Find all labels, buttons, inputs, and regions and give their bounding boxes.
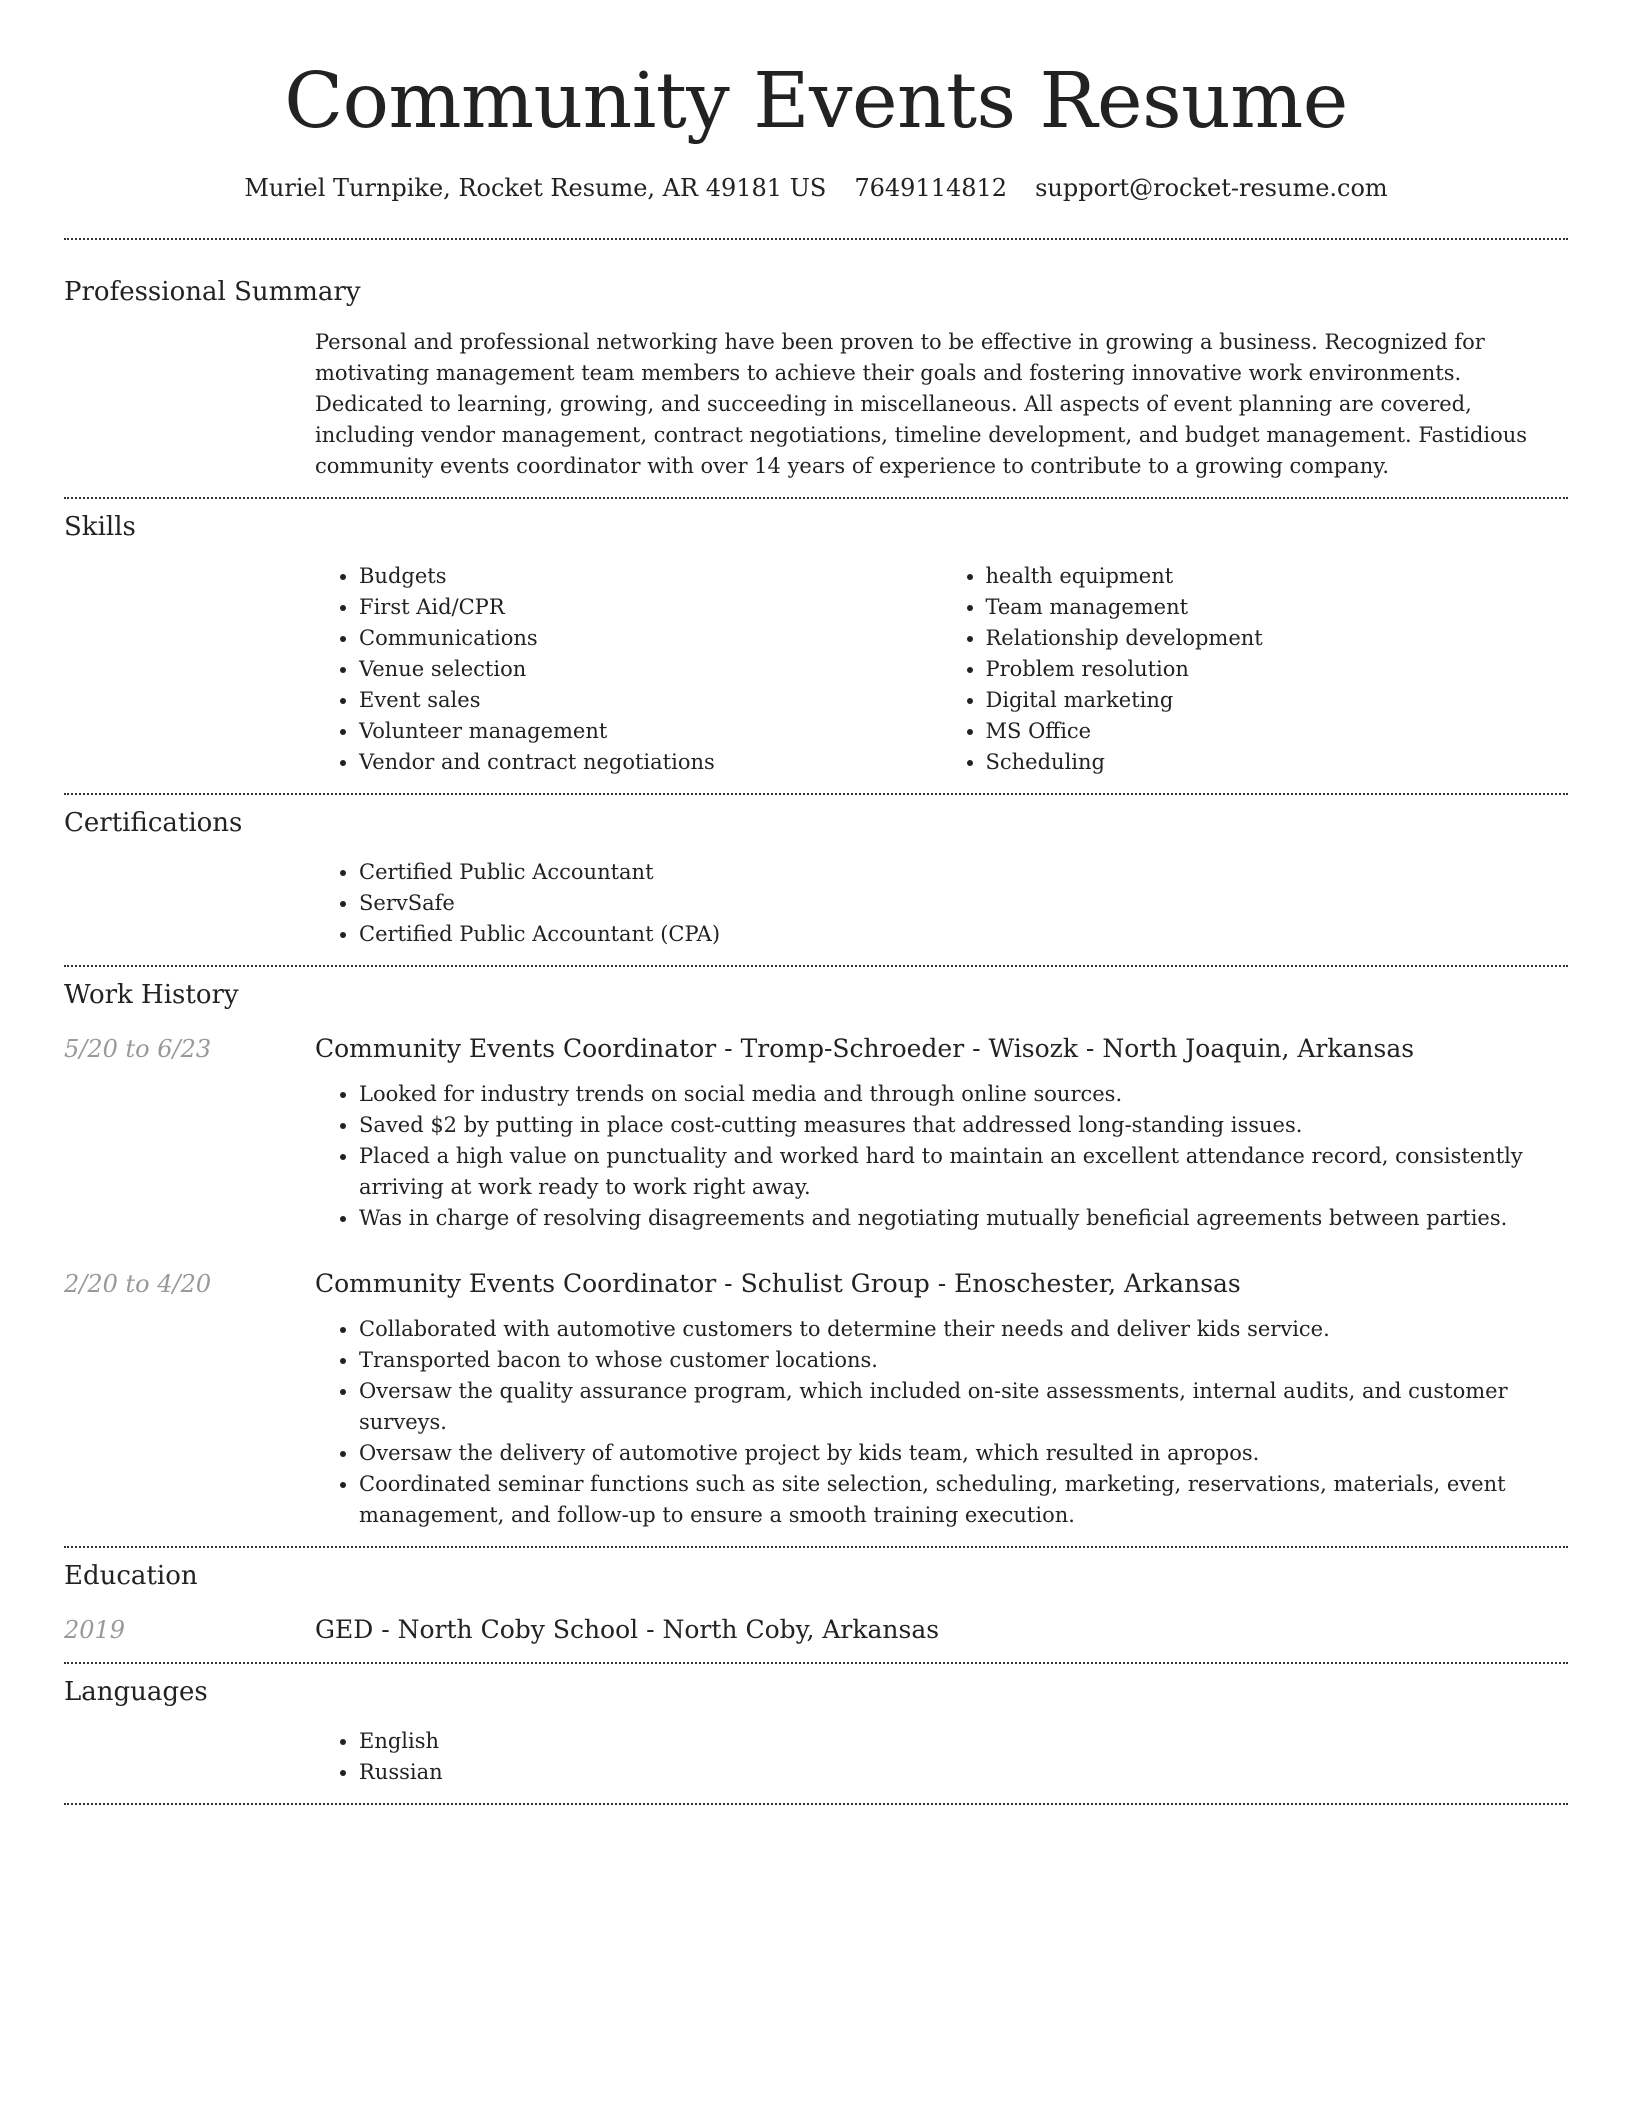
list-item: • Oversaw the delivery of automotive project by kids team, which resulted in apropos.	[359, 1438, 1548, 1469]
languages-heading: Languages	[64, 1677, 208, 1707]
list-item: • Event sales	[359, 685, 942, 716]
job-bullets	[315, 1079, 1548, 1234]
contact-address: Muriel Turnpike, Rocket Resume, AR 49181 US	[244, 174, 827, 202]
certifications-list	[315, 857, 1568, 950]
list-item: • Volunteer management	[359, 716, 942, 747]
contact-phone: 7649114812	[854, 174, 1008, 202]
list-item: • Oversaw the quality assurance program, which included on-site assessments, internal audits, and customer surveys.	[359, 1376, 1548, 1438]
skills-heading: Skills	[64, 512, 136, 542]
education-entry: GED - North Coby School - North Coby, Arkansas	[315, 1615, 940, 1644]
list-item: • English	[359, 1726, 1568, 1757]
job-entry	[64, 1033, 1568, 1234]
list-item: • Vendor and contract negotiations	[359, 747, 942, 778]
list-item: • Team management	[986, 592, 1569, 623]
summary-heading: Professional Summary	[64, 277, 361, 307]
list-item: • Was in charge of resolving disagreements and negotiating mutually beneficial agreements between parties.	[359, 1203, 1548, 1234]
education-year: 2019	[64, 1616, 126, 1644]
list-item: • Venue selection	[359, 654, 942, 685]
skills-list-left	[315, 561, 942, 778]
job-title: Community Events Coordinator - Tromp-Schroeder - Wisozk - North Joaquin, Arkansas	[315, 1034, 1415, 1063]
list-item: • health equipment	[986, 561, 1569, 592]
list-item: • ServSafe	[359, 888, 1568, 919]
languages-list	[315, 1726, 1568, 1788]
skills-list-right	[942, 561, 1569, 778]
list-item: • Relationship development	[986, 623, 1569, 654]
job-entry	[64, 1268, 1568, 1546]
job-dates: 5/20 to 6/23	[64, 1035, 212, 1063]
contact-email[interactable]: support@rocket-resume.com	[1035, 174, 1388, 202]
list-item: • Looked for industry trends on social media and through online sources.	[359, 1079, 1548, 1110]
list-item: • Certified Public Accountant (CPA)	[359, 919, 1568, 950]
languages-section	[64, 1664, 1568, 1803]
summary-text: Personal and professional networking have been proven to be effective in growing a business. Recognized for motivating management team members to achieve their goals and fostering innovative work environments. Dedicated to learning, growing, and succeeding in miscellaneous. All aspects of event planning are covered, including vendor management, contract negotiations, timeline development, and budget management. Fastidious community events coordinator with over 14 years of experience to contribute to a growing company.	[315, 330, 1528, 478]
list-item: • Coordinated seminar functions such as site selection, scheduling, marketing, reservations, materials, event management, and follow-up to ensure a smooth training execution.	[359, 1469, 1548, 1531]
list-item: • MS Office	[986, 716, 1569, 747]
list-item: • Russian	[359, 1757, 1568, 1788]
certifications-heading: Certifications	[64, 808, 243, 838]
job-bullets	[315, 1314, 1548, 1531]
job-title: Community Events Coordinator - Schulist Group - Enoschester, Arkansas	[315, 1269, 1241, 1298]
contact-line	[64, 172, 1568, 204]
page-title: Community Events Resume	[284, 57, 1348, 146]
certifications-section	[64, 795, 1568, 965]
job-dates: 2/20 to 4/20	[64, 1270, 212, 1298]
list-item: • Placed a high value on punctuality and worked hard to maintain an excellent attendance record, consistently arriving at work ready to work right away.	[359, 1141, 1548, 1203]
list-item: • Budgets	[359, 561, 942, 592]
list-item: • Problem resolution	[986, 654, 1569, 685]
education-heading: Education	[64, 1561, 198, 1591]
summary-section	[64, 240, 1568, 497]
skills-section	[64, 499, 1568, 793]
list-item: • Certified Public Accountant	[359, 857, 1568, 888]
list-item: • Saved $2 by putting in place cost-cutting measures that addressed long-standing issues.	[359, 1110, 1548, 1141]
work-section	[64, 967, 1568, 1546]
list-item: • Collaborated with automotive customers to determine their needs and deliver kids service.	[359, 1314, 1548, 1345]
work-heading: Work History	[64, 980, 239, 1010]
list-item: • First Aid/CPR	[359, 592, 942, 623]
list-item: • Digital marketing	[986, 685, 1569, 716]
divider	[64, 1803, 1568, 1805]
list-item: • Communications	[359, 623, 942, 654]
list-item: • Transported bacon to whose customer locations.	[359, 1345, 1548, 1376]
list-item: • Scheduling	[986, 747, 1569, 778]
education-section	[64, 1548, 1568, 1662]
